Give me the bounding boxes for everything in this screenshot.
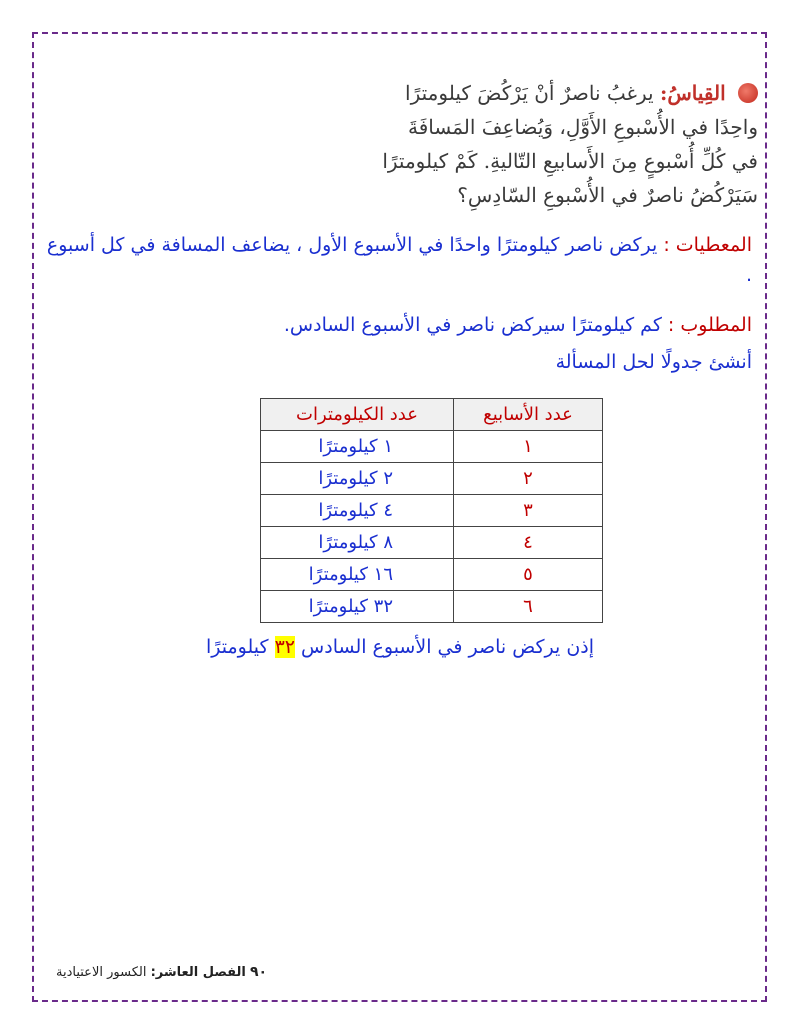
answer-value: ٣٢ (274, 636, 295, 658)
table-row (261, 591, 603, 623)
answer-line (0, 636, 800, 658)
problem-line-1 (358, 76, 758, 110)
km-cell: ٨ كيلومترًا (261, 527, 454, 559)
page-footer (56, 964, 289, 980)
week-cell: ٢ (454, 463, 603, 495)
problem-text: يرغبُ ناصرٌ أنْ يَرْكُضَ كيلومترًا (405, 81, 654, 105)
instruction: أنشئ جدولًا لحل المسألة (555, 351, 752, 373)
given-section (46, 230, 752, 290)
table-row (261, 463, 603, 495)
km-cell: ٣٢ كيلومترًا (261, 591, 454, 623)
week-cell: ٤ (454, 527, 603, 559)
given-label: المعطيات : (663, 234, 752, 256)
given-text: يركض ناصر كيلومترًا واحدًا في الأسبوع الأول ، يضاعف المسافة في كل أسبوع . (46, 234, 752, 286)
km-cell: ١٦ كيلومترًا (261, 559, 454, 591)
table-header-row (261, 399, 603, 431)
answer-text: إذن يركض ناصر في الأسبوع السادس (301, 636, 595, 658)
problem-bullet-icon (738, 83, 758, 103)
header-km: عدد الكيلومترات (261, 399, 454, 431)
problem-line-3: في كُلِّ أُسْبوعٍ مِنَ الأَسابيعِ التّاليةِ. كَمْ كيلومترًا (382, 149, 758, 173)
week-cell: ١ (454, 431, 603, 463)
required-text: كم كيلومترًا سيركض ناصر في الأسبوع السادس. (283, 314, 662, 336)
km-cell: ٢ كيلومترًا (261, 463, 454, 495)
header-weeks: عدد الأسابيع (454, 399, 603, 431)
footer-chapter: الفصل العاشر: (150, 965, 246, 980)
problem-label: القِياسُ: (659, 81, 726, 105)
weeks-table (260, 398, 603, 623)
table-row (261, 527, 603, 559)
week-cell: ٦ (454, 591, 603, 623)
problem-line-2: واحِدًا في الأُسْبوعِ الأَوَّلِ، وَيُضاعِفَ المَسافَةَ (407, 115, 758, 139)
table-row (261, 559, 603, 591)
km-cell: ٤ كيلومترًا (261, 495, 454, 527)
required-section (46, 310, 752, 340)
required-label: المطلوب : (667, 314, 752, 336)
problem-statement (358, 76, 758, 212)
footer-title: الكسور الاعتيادية (56, 965, 147, 980)
week-cell: ٥ (454, 559, 603, 591)
table-row (261, 495, 603, 527)
answer-unit: كيلومترًا (205, 636, 269, 658)
problem-line-4: سَيَرْكُضُ ناصرٌ في الأُسْبوعِ السّادِسِ؟ (457, 183, 758, 207)
table-row (261, 431, 603, 463)
week-cell: ٣ (454, 495, 603, 527)
page-number: ٩٠ (250, 964, 268, 980)
km-cell: ١ كيلومترًا (261, 431, 454, 463)
